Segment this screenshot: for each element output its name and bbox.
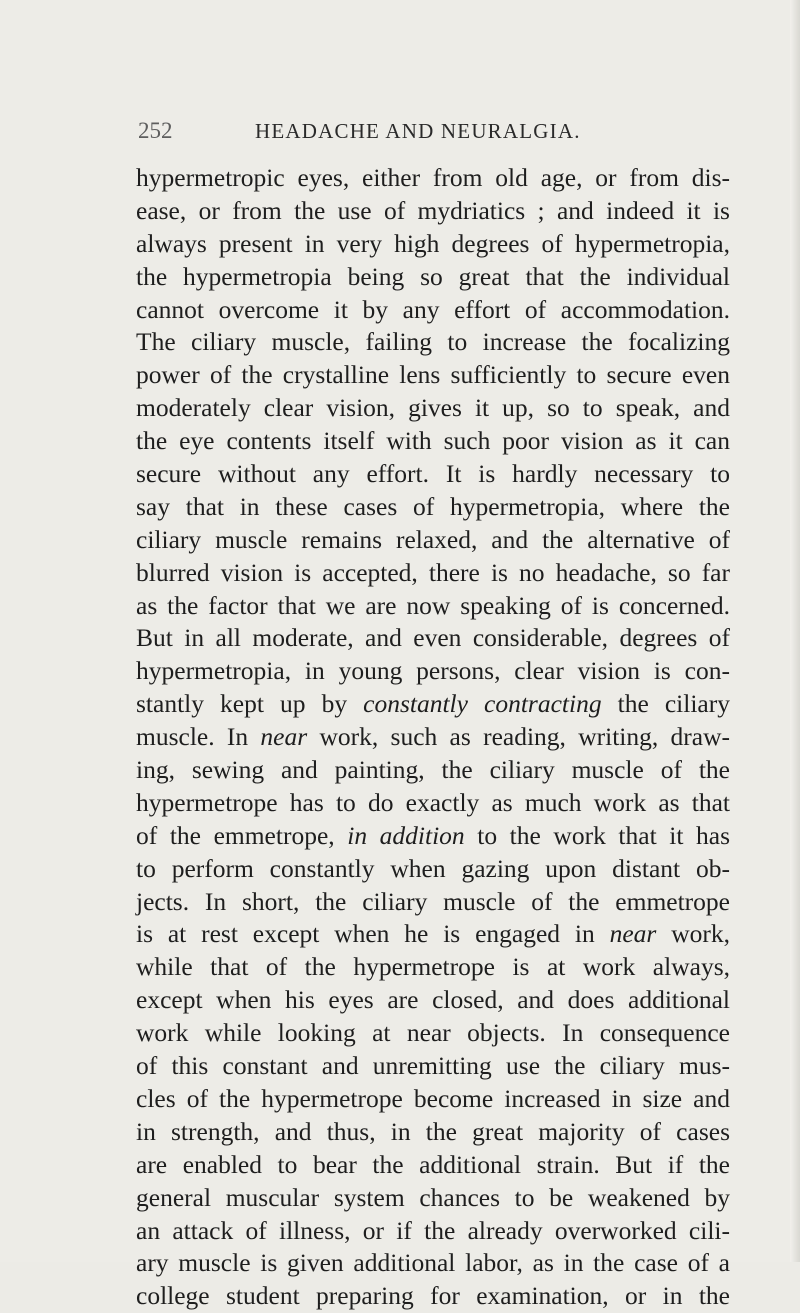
- text-line: [136, 425, 730, 458]
- text-line: [136, 359, 730, 392]
- text-segment: hypermetropia, in young persons, clear vision is con-: [136, 656, 730, 686]
- running-head: HEADACHE AND NEURALGIA.: [255, 119, 581, 143]
- text-line: [136, 1116, 730, 1149]
- text-line: [136, 1050, 730, 1083]
- text-segment: work,: [656, 919, 730, 949]
- text-segment: as the factor that we are now speaking of is concerned.: [136, 590, 730, 620]
- text-segment: ary muscle is given additional labor, as in the case of a: [136, 1248, 730, 1278]
- text-segment: while that of the hypermetrope is at work always,: [136, 952, 730, 982]
- text-segment: general muscular system chances to be weakened by: [136, 1182, 730, 1212]
- text-line: [136, 590, 730, 623]
- text-segment: cles of the hypermetrope become increased in size and: [136, 1083, 730, 1113]
- text-segment: college student preparing for examination, or in the: [136, 1281, 730, 1311]
- text-segment: the eye contents itself with such poor vision as it can: [136, 426, 730, 456]
- text-line: [136, 557, 730, 590]
- text-segment: work while looking at near objects. In consequence: [136, 1018, 730, 1048]
- text-line: [136, 787, 730, 820]
- text-line: [136, 261, 730, 294]
- text-segment: stantly kept up by: [136, 689, 364, 719]
- page-edge: [790, 0, 800, 1262]
- text-segment: hypermetrope has to do exactly as much work as that: [136, 787, 730, 817]
- text-line: [136, 1215, 730, 1248]
- italic-text: in addition: [347, 820, 465, 850]
- text-segment: the hypermetropia being so great that the individual: [136, 261, 730, 291]
- text-segment: of this constant and unremitting use the ciliary mus-: [136, 1051, 730, 1081]
- body-text: [136, 162, 730, 1313]
- text-line: [136, 228, 730, 261]
- text-segment: muscle. In: [136, 722, 261, 752]
- text-line: [136, 622, 730, 655]
- text-segment: jects. In short, the ciliary muscle of the emmetrope: [136, 886, 730, 916]
- text-segment: say that in these cases of hypermetropia, where the: [136, 491, 730, 521]
- text-segment: ease, or from the use of mydriatics ; and indeed it is: [136, 195, 730, 225]
- page-number: 252: [138, 118, 173, 143]
- text-line: [136, 1280, 730, 1313]
- text-segment: in strength, and thus, in the great majority of cases: [136, 1116, 730, 1146]
- text-line: [136, 984, 730, 1017]
- text-line: [136, 951, 730, 984]
- text-segment: of the emmetrope,: [136, 820, 348, 850]
- text-segment: blurred vision is accepted, there is no headache, so far: [136, 557, 730, 587]
- text-segment: But in all moderate, and even considerable, degrees of: [136, 623, 730, 653]
- text-line: [136, 853, 730, 886]
- text-segment: always present in very high degrees of hypermetropia,: [136, 228, 730, 258]
- page-header: [138, 118, 581, 148]
- text-line: [136, 458, 730, 491]
- text-line: [136, 162, 730, 195]
- text-segment: The ciliary muscle, failing to increase the focalizing: [136, 327, 730, 357]
- text-line: [136, 1083, 730, 1116]
- text-segment: cannot overcome it by any effort of accommodation.: [136, 294, 730, 324]
- text-segment: moderately clear vision, gives it up, so to speak, and: [136, 393, 730, 423]
- text-line: [136, 688, 730, 721]
- text-line: [136, 721, 730, 754]
- text-segment: except when his eyes are closed, and does additional: [136, 985, 730, 1015]
- text-line: [136, 524, 730, 557]
- text-segment: hypermetropic eyes, either from old age, or from dis-: [136, 163, 730, 192]
- text-line: [136, 918, 730, 951]
- text-line: [136, 1149, 730, 1182]
- text-line: [136, 326, 730, 359]
- text-segment: is at rest except when he is engaged in: [136, 919, 610, 949]
- text-segment: to perform constantly when gazing upon distant ob-: [136, 853, 730, 883]
- italic-text: near: [260, 722, 308, 752]
- text-segment: ciliary muscle remains relaxed, and the alternative of: [136, 524, 730, 554]
- italic-text: near: [609, 919, 657, 949]
- text-line: [136, 754, 730, 787]
- text-line: [136, 491, 730, 524]
- text-segment: an attack of illness, or if the already overworked cili-: [136, 1215, 730, 1245]
- italic-text: constantly contracting: [363, 689, 602, 719]
- text-segment: to the work that it has: [464, 820, 730, 850]
- text-line: [136, 655, 730, 688]
- text-segment: work, such as reading, writing, draw-: [307, 722, 730, 752]
- text-line: [136, 195, 730, 228]
- text-line: [136, 1017, 730, 1050]
- text-segment: secure without any effort. It is hardly necessary to: [136, 459, 730, 489]
- text-segment: power of the crystalline lens sufficiently to secure even: [136, 360, 730, 390]
- text-line: [136, 1182, 730, 1215]
- text-line: [136, 820, 730, 853]
- text-segment: the ciliary: [601, 689, 730, 719]
- text-segment: are enabled to bear the additional strain. But if the: [136, 1149, 730, 1179]
- text-segment: ing, sewing and painting, the ciliary muscle of the: [136, 755, 730, 785]
- text-line: [136, 294, 730, 327]
- text-line: [136, 1247, 730, 1280]
- text-line: [136, 886, 730, 919]
- text-line: [136, 392, 730, 425]
